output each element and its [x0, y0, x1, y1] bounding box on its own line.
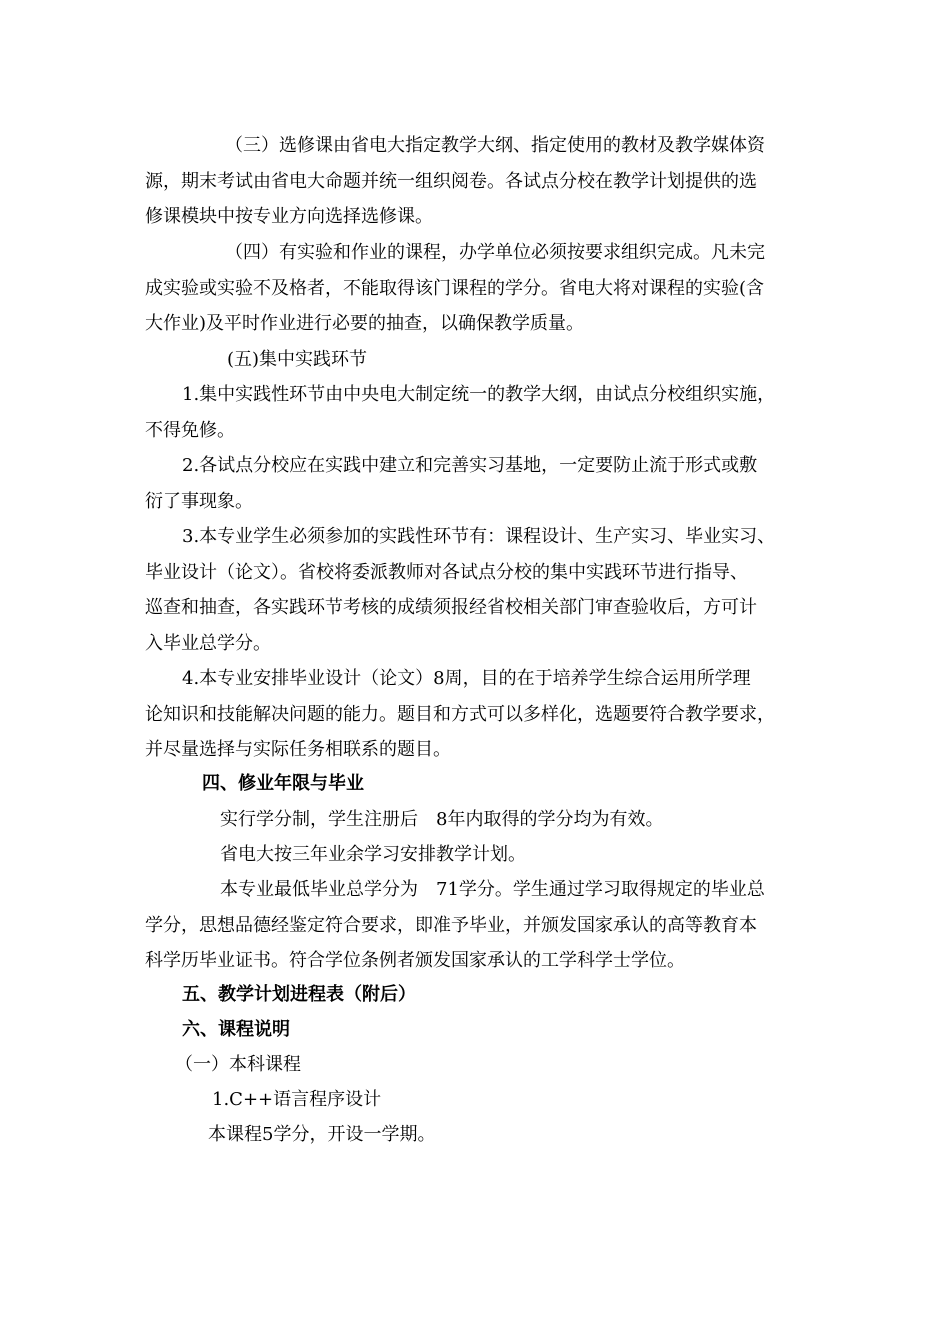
heading-course-description: 六、课程说明	[182, 1019, 290, 1040]
paragraph-study-plan: 省电大按三年业余学习安排教学计划。	[220, 844, 526, 865]
subheading-undergraduate-courses: （一）本科课程	[175, 1054, 301, 1075]
course-title-cpp: 1.C++语言程序设计	[212, 1089, 382, 1110]
subheading-practice: (五)集中实践环节	[227, 349, 368, 370]
paragraph-graduation-credits: 本专业最低毕业总学分为 71学分。学生通过学习取得规定的毕业总 学分，思想品德经鉴定符合要求，即准予毕业，并颁发国家承认的高等教育本 科学历毕业证书。符合学位条例者颁发国家承认的工学科学士学位。	[145, 879, 765, 971]
heading-study-years: 四、修业年限与毕业	[202, 773, 364, 794]
paragraph-elective-courses: （三）选修课由省电大指定教学大纲、指定使用的教材及教学媒体资 源，期末考试由省电大命题并统一组织阅卷。各试点分校在教学计划提供的选 修课模块中按专业方向选择选修课。	[145, 135, 765, 227]
paragraph-course-credits: 本课程5学分，开设一学期。	[208, 1124, 436, 1145]
paragraph-practice-2: 2.各试点分校应在实践中建立和完善实习基地，一定要防止流于形式或敷 衍了事现象。	[145, 455, 758, 512]
paragraph-practice-3: 3.本专业学生必须参加的实践性环节有：课程设计、生产实习、毕业实习、 毕业设计（论文）。省校将委派教师对各试点分校的集中实践环节进行指导、 巡查和抽查，各实践环节考核的成绩须报经省校相关部门审查验收后，方可计 入毕业总学分。	[145, 526, 776, 654]
heading-schedule: 五、教学计划进程表（附后）	[182, 984, 416, 1005]
paragraph-practice-1: 1.集中实践性环节由中央电大制定统一的教学大纲，由试点分校组织实施， 不得免修。	[145, 384, 776, 441]
paragraph-experiments: （四）有实验和作业的课程，办学单位必须按要求组织完成。凡未完 成实验或实验不及格者，不能取得该门课程的学分。省电大将对课程的实验(含 大作业)及平时作业进行必要的抽查，以确保教学质量。	[145, 242, 765, 334]
paragraph-credit-system: 实行学分制，学生注册后 8年内取得的学分均为有效。	[220, 809, 664, 830]
paragraph-practice-4: 4.本专业安排毕业设计（论文）8周，目的在于培养学生综合运用所学理 论知识和技能解决问题的能力。题目和方式可以多样化，选题要符合教学要求， 并尽量选择与实际任务相联系的题目。	[145, 668, 775, 760]
